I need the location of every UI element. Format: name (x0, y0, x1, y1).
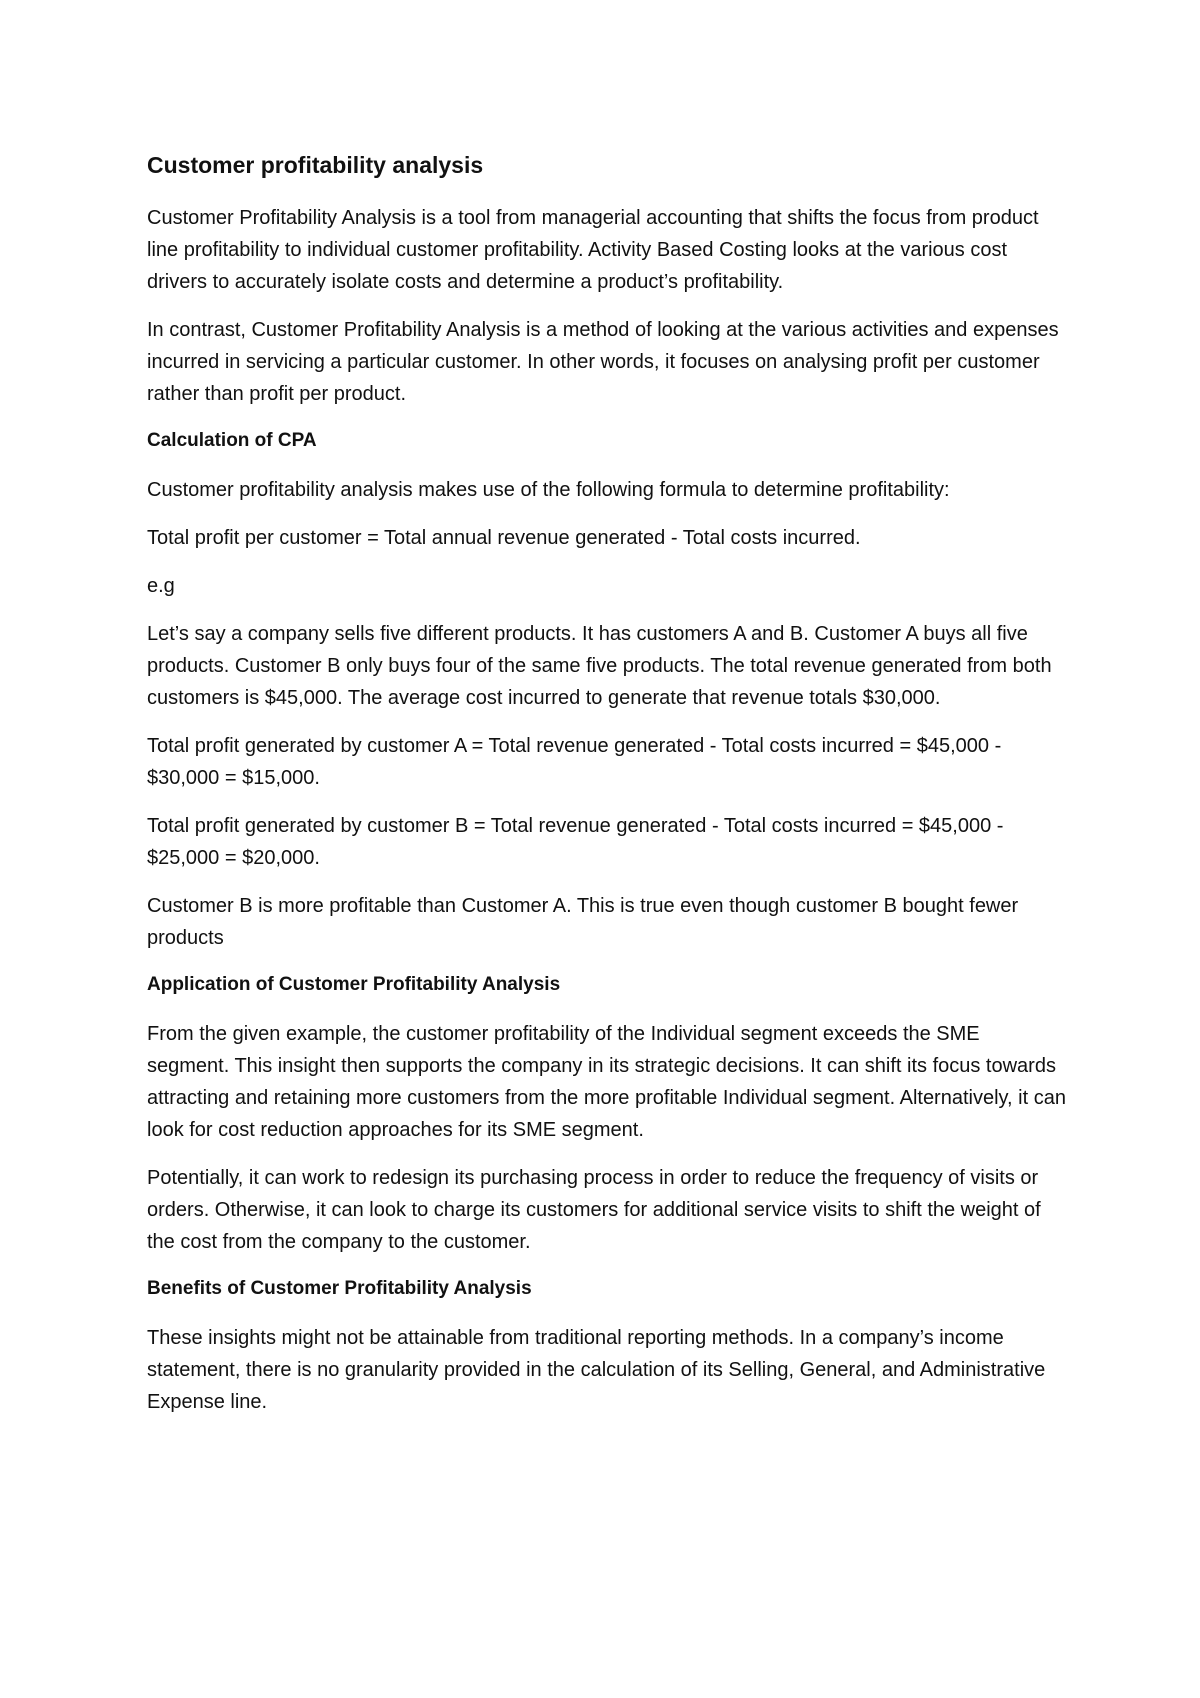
customer-b-calculation: Total profit generated by customer B = Total revenue generated - Total costs incurred = $45,000 - $25,000 = $20,000. (147, 815, 1004, 869)
customer-a-calculation: Total profit generated by customer A = Total revenue generated - Total costs incurred = $45,000 - $30,000 = $15,000. (147, 735, 1002, 789)
application-paragraph-2: Potentially, it can work to redesign its purchasing process in order to reduce the frequency of visits or orders. Otherwise, it can look to charge its customers for additional service visits to shift the weight of the cost from the company to the customer. (147, 1167, 1041, 1253)
calculation-conclusion: Customer B is more profitable than Customer A. This is true even though customer B bought fewer products (147, 895, 1019, 949)
calculation-formula: Total profit per customer = Total annual revenue generated - Total costs incurred. (147, 527, 861, 549)
document-body (147, 150, 1067, 1434)
example-paragraph: Let’s say a company sells five different products. It has customers A and B. Customer A buys all five products. Customer B only buys four of the same five products. The total revenue generated from both customers is $45,000. The average cost incurred to generate that revenue totals $30,000. (147, 623, 1052, 709)
intro-paragraph-1: Customer Profitability Analysis is a tool from managerial accounting that shifts the focus from product line profitability to individual customer profitability. Activity Based Costing looks at the various cost drivers to accurately isolate costs and determine a product’s profitability. (147, 207, 1039, 293)
document-title: Customer profitability analysis (147, 152, 484, 178)
calculation-heading: Calculation of CPA (147, 430, 317, 451)
calculation-paragraph: Customer profitability analysis makes use of the following formula to determine profitability: (147, 479, 950, 501)
intro-paragraph-2: In contrast, Customer Profitability Analysis is a method of looking at the various activities and expenses incurred in servicing a particular customer. In other words, it focuses on analysing profit per customer rather than profit per product. (147, 319, 1059, 405)
benefits-heading: Benefits of Customer Profitability Analysis (147, 1278, 532, 1299)
benefits-paragraph: These insights might not be attainable from traditional reporting methods. In a company’s income statement, there is no granularity provided in the calculation of its Selling, General, and Administrative Expense line. (147, 1327, 1046, 1413)
application-paragraph-1: From the given example, the customer profitability of the Individual segment exceeds the SME segment. This insight then supports the company in its strategic decisions. It can shift its focus towards attracting and retaining more customers from the more profitable Individual segment. Alternatively, it can look for cost reduction approaches for its SME segment. (147, 1023, 1066, 1141)
example-label: e.g (147, 575, 175, 597)
application-heading: Application of Customer Profitability Analysis (147, 974, 561, 995)
